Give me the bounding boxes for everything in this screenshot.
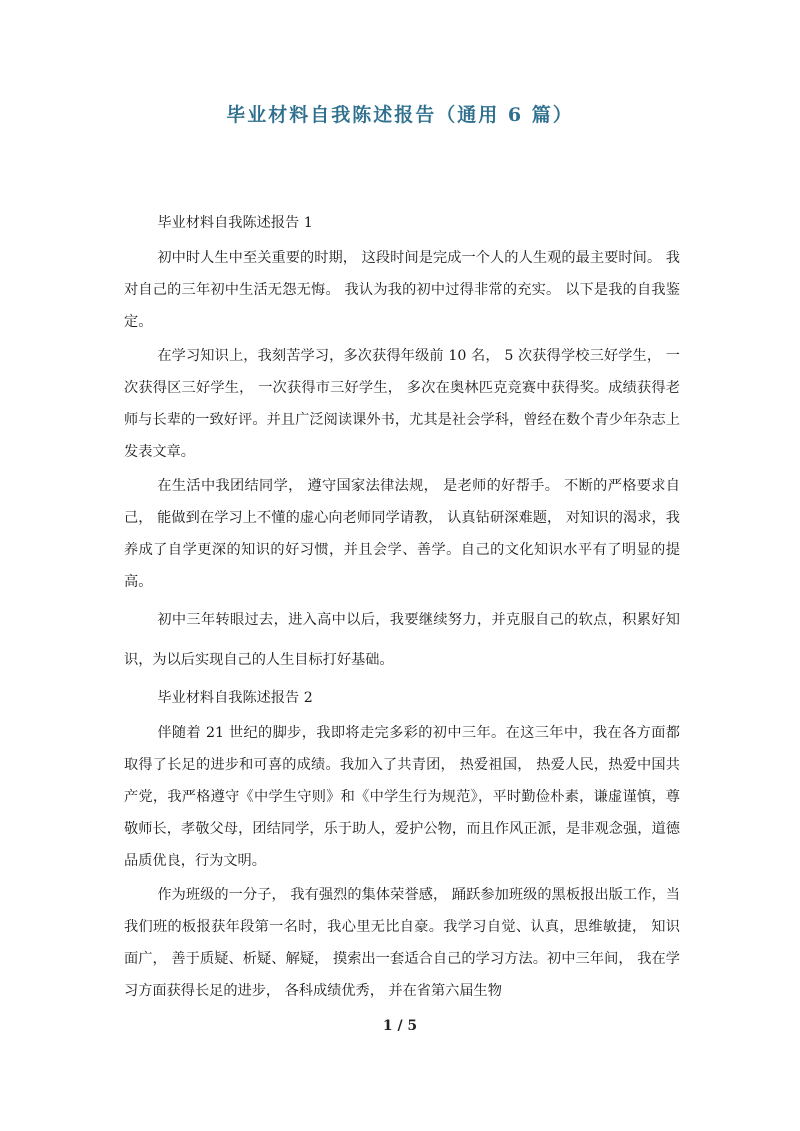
paragraph: 伴随着 21 世纪的脚步，我即将走完多彩的初中三年。在这三年中，我在各方面都取得了长足的进步和可喜的成绩。我加入了共青团， 热爱祖国， 热爱人民，热爱中国共产党，我严格遵守《中学生守则》和《中学生行为规范》，平时勤俭朴素，谦虚谨慎，尊敬师长，孝敬父母，团结同学，乐于助人，爱护公物，而且作风正派，是非观念强，道德品质优良，行为文明。	[124, 725, 680, 869]
section-heading-2: 毕业材料自我陈述报告 2	[157, 690, 313, 706]
document-title: 毕业材料自我陈述报告（通用 6 篇）	[226, 104, 574, 126]
page-number: 1 / 5	[382, 1018, 418, 1034]
document-body	[124, 207, 680, 1009]
paragraph: 在学习知识上，我刻苦学习，多次获得年级前 10 名， 5 次获得学校三好学生， 一次获得区三好学生， 一次获得市三好学生， 多次在奥林匹克竞赛中获得奖。成绩获得老师与长辈的一致好评。并且广泛阅读课外书，尤其是社会学科，曾经在数个青少年杂志上发表文章。	[124, 348, 680, 460]
paragraph: 在生活中我团结同学， 遵守国家法律法规， 是老师的好帮手。 不断的严格要求自己， 能做到在学习上不懂的虚心向老师同学请教， 认真钻研深难题， 对知识的渴求，我养成了自学更深的知识的好习惯，并且会学、善学。自己的文化知识水平有了明显的提高。	[124, 478, 680, 590]
section-heading-1: 毕业材料自我陈述报告 1	[157, 215, 313, 231]
paragraph: 作为班级的一分子， 我有强烈的集体荣誉感， 踊跃参加班级的黑板报出版工作，当我们班的板报获年段第一名时，我心里无比自豪。我学习自觉、认真，思维敏捷， 知识面广， 善于质疑、析疑、解疑， 摸索出一套适合自己的学习方法。初中三年间， 我在学习方面获得长足的进步， 各科成绩优秀， 并在省第六届生物	[124, 887, 680, 999]
paragraph: 初中三年转眼过去，进入高中以后，我要继续努力，并克服自己的软点，积累好知识，为以后实现自己的人生目标打好基础。	[124, 612, 680, 668]
paragraph: 初中时人生中至关重要的时期， 这段时间是完成一个人的人生观的最主要时间。 我对自己的三年初中生活无怨无悔。 我认为我的初中过得非常的充实。 以下是我的自我鉴定。	[124, 250, 680, 330]
